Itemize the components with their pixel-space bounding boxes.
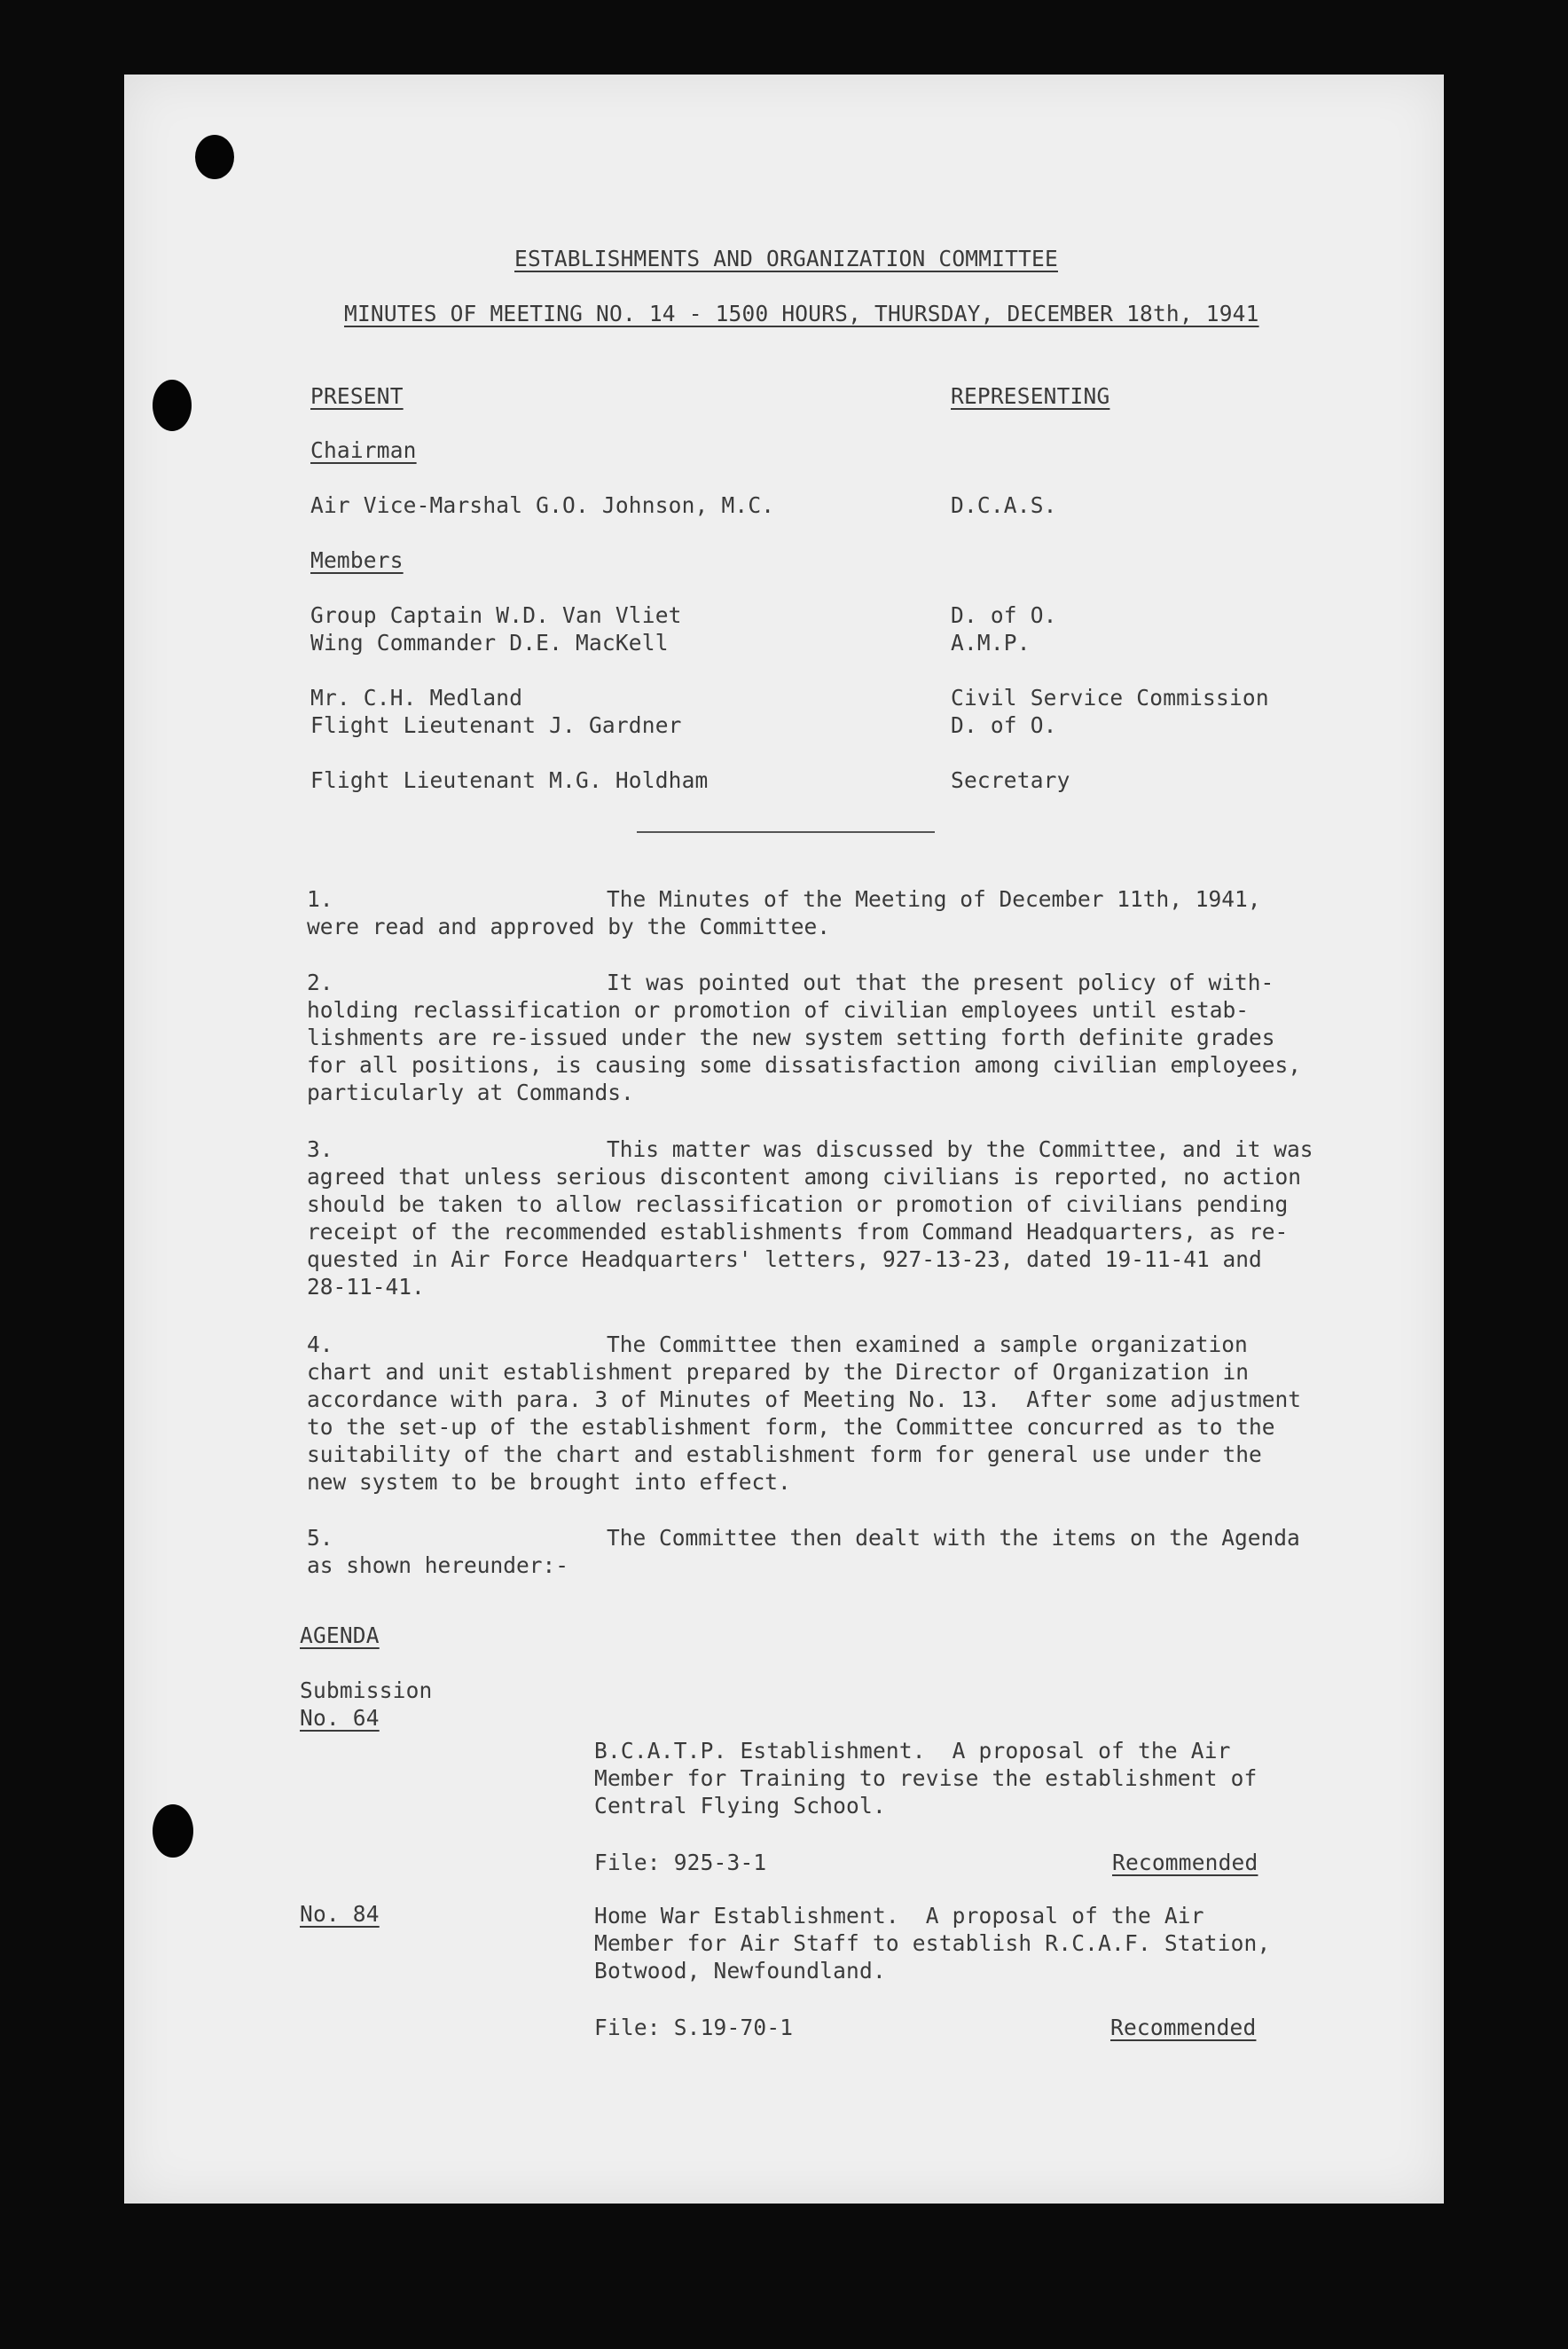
submission-number: No. 84 <box>300 1901 380 1927</box>
submission-desc-line: Central Flying School. <box>594 1793 886 1819</box>
paragraph-line: The Minutes of the Meeting of December 11th, 1941, <box>607 886 1261 912</box>
submission-desc-line: Member for Training to revise the establishment of <box>594 1765 1258 1791</box>
present-heading: PRESENT <box>310 383 404 409</box>
paragraph-line: The Committee then examined a sample organization <box>607 1332 1248 1357</box>
paragraph-line: chart and unit establishment prepared by the Director of Organization in <box>307 1359 1250 1385</box>
minutes-title: MINUTES OF MEETING NO. 14 - 1500 HOURS, THURSDAY, DECEMBER 18th, 1941 <box>344 301 1259 326</box>
paragraph-line: should be taken to allow reclassification or promotion of civilians pending <box>307 1191 1289 1217</box>
paragraph-line: were read and approved by the Committee. <box>307 914 831 939</box>
paragraph-line: receipt of the recommended establishments from Command Headquarters, as re- <box>307 1219 1289 1245</box>
punch-hole-upper <box>153 380 192 431</box>
paragraph-line: for all positions, is causing some dissatisfaction among civilian employees, <box>307 1052 1302 1078</box>
member-name: Mr. C.H. Medland <box>310 685 523 711</box>
paragraph-line: new system to be brought into effect. <box>307 1469 791 1495</box>
paragraph-5 <box>307 1524 1353 1579</box>
paragraph-3 <box>307 1135 1353 1300</box>
paragraph-line: lishments are re-issued under the new system setting forth definite grades <box>307 1025 1275 1050</box>
member-name: Group Captain W.D. Van Vliet <box>310 602 682 628</box>
member-name: Flight Lieutenant J. Gardner <box>310 712 682 738</box>
member-rep: D. of O. <box>951 712 1057 738</box>
paragraph-number: 1. <box>307 886 333 912</box>
submission-status: Recommended <box>1112 1850 1258 1875</box>
submission-status: Recommended <box>1110 2015 1257 2040</box>
paragraph-line: suitability of the chart and establishment form for general use under the <box>307 1442 1262 1467</box>
paragraph-line: quested in Air Force Headquarters' letters, 927-13-23, dated 19-11-41 and <box>307 1246 1262 1272</box>
paragraph-line: agreed that unless serious discontent among civilians is reported, no action <box>307 1164 1302 1190</box>
member-rep: A.M.P. <box>951 630 1031 656</box>
chairman-name: Air Vice-Marshal G.O. Johnson, M.C. <box>310 492 775 518</box>
paragraph-number: 4. <box>307 1332 333 1357</box>
paragraph-line: This matter was discussed by the Committee, and it was <box>607 1136 1313 1162</box>
paragraph-line: holding reclassification or promotion of civilian employees until estab- <box>307 997 1250 1023</box>
member-name: Flight Lieutenant M.G. Holdham <box>310 767 709 793</box>
member-rep: D. of O. <box>951 602 1057 628</box>
submission-label: Submission <box>300 1677 433 1703</box>
submission-number: No. 64 <box>300 1705 380 1731</box>
paragraph-number: 5. <box>307 1525 333 1551</box>
document-page <box>124 75 1444 2204</box>
section-divider <box>637 831 935 833</box>
punch-hole-lower <box>153 1804 193 1858</box>
chairman-rep: D.C.A.S. <box>951 492 1057 518</box>
submission-desc-line: Botwood, Newfoundland. <box>594 1958 886 1984</box>
member-name: Wing Commander D.E. MacKell <box>310 630 669 656</box>
members-heading: Members <box>310 547 404 573</box>
submission-desc-line: Home War Establishment. A proposal of the Air <box>594 1903 1204 1929</box>
agenda-heading: AGENDA <box>300 1622 380 1648</box>
submission-desc-line: B.C.A.T.P. Establishment. A proposal of the Air <box>594 1738 1231 1764</box>
paragraph-1 <box>307 885 1353 940</box>
member-rep: Secretary <box>951 767 1070 793</box>
submission-file: File: S.19-70-1 <box>594 2015 794 2040</box>
paragraph-number: 3. <box>307 1136 333 1162</box>
paragraph-line: The Committee then dealt with the items on the Agenda <box>607 1525 1300 1551</box>
paragraph-line: to the set-up of the establishment form, the Committee concurred as to the <box>307 1414 1275 1440</box>
paragraph-line: particularly at Commands. <box>307 1080 634 1105</box>
representing-heading: REPRESENTING <box>951 383 1110 409</box>
chairman-heading: Chairman <box>310 437 417 463</box>
submission-file: File: 925-3-1 <box>594 1850 767 1875</box>
member-rep: Civil Service Commission <box>951 685 1269 711</box>
paragraph-line: accordance with para. 3 of Minutes of Meeting No. 13. After some adjustment <box>307 1387 1302 1412</box>
paragraph-line: as shown hereunder:- <box>307 1552 569 1578</box>
paragraph-4 <box>307 1331 1353 1496</box>
submission-desc-line: Member for Air Staff to establish R.C.A.F. Station, <box>594 1930 1271 1956</box>
committee-title: ESTABLISHMENTS AND ORGANIZATION COMMITTEE <box>514 246 1058 271</box>
paragraph-2 <box>307 969 1353 1106</box>
paragraph-line: It was pointed out that the present policy of with- <box>607 970 1274 995</box>
punch-hole-top <box>195 135 234 179</box>
paragraph-line: 28-11-41. <box>307 1274 425 1300</box>
paragraph-number: 2. <box>307 970 333 995</box>
